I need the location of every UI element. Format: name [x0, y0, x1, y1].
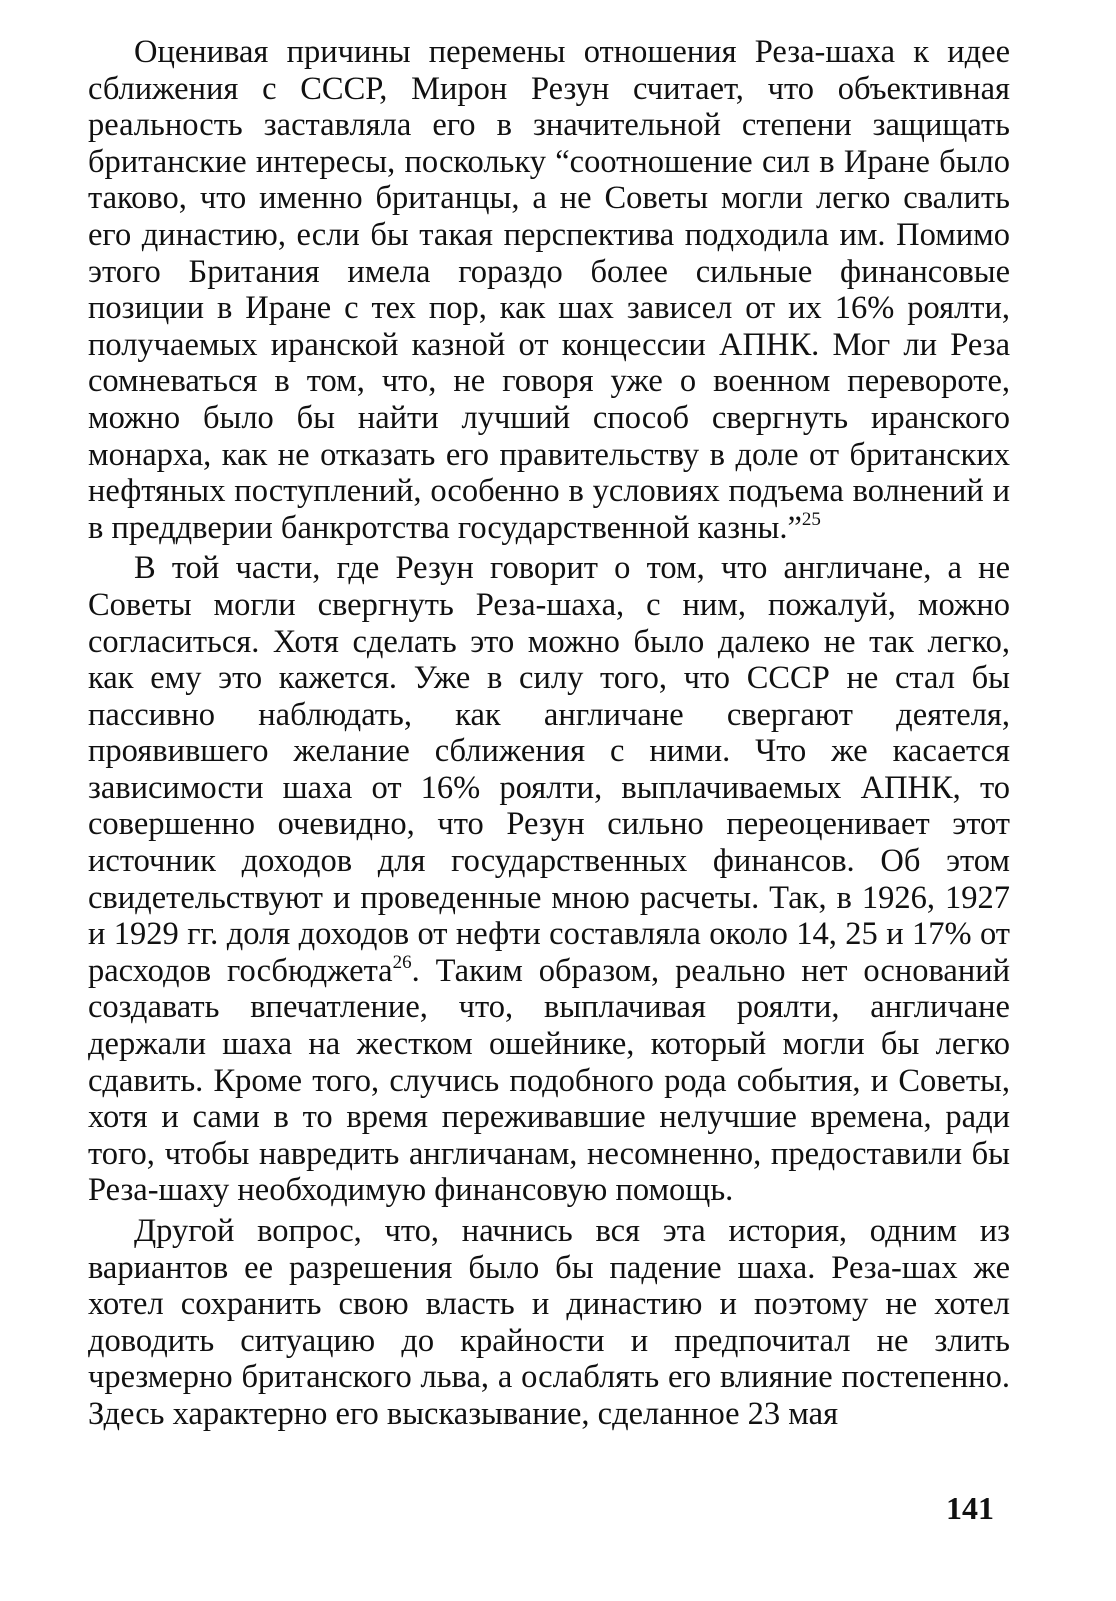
paragraph-3-text: Другой вопрос, что, начнись вся эта история, одним из вариантов ее разрешения было бы падение шаха. Реза-шах же хотел сохранить свою власть и династию и поэтому не хотел доводить ситуацию до крайности и предпочитал не злить чрезмерно британского льва, а ослаблять его влияние постепенно. Здесь характерно его высказывание, сделанное 23 мая — [88, 1213, 1010, 1432]
paragraph-2-tail: . Таким образом, реально нет оснований создавать впечатление, что, выплачивая роялти, англичане держали шаха на жестком ошейнике, который могли бы легко сдавить. Кроме того, случись подобного рода события, и Советы, хотя и сами в то время переживавшие нелучшие времена, ради того, чтобы навредить англичанам, несомненно, предоставили бы Реза-шаху необходимую финансовую помощь. — [88, 952, 1010, 1209]
paragraph-3 — [88, 1213, 1010, 1433]
footnote-ref-26: 26 — [392, 951, 412, 973]
paragraph-2-text: В той части, где Резун говорит о том, что англичане, а не Советы могли свергнуть Реза-шаха, с ним, пожалуй, можно согласиться. Хотя сделать это можно было далеко не так легко, как ему это кажется. Уже в силу того, что СССР не стал бы пассивно наблюдать, как англичане свергают деятеля, проявившего желание сближения с ними. Что же касается зависимости шаха от 16% роялти, выплачиваемых АПНК, то совершенно очевидно, что Резун сильно переоценивает этот источник доходов для государственных финансов. Об этом свидетельствуют и проведенные мною расчеты. Так, в 1926, 1927 и 1929 гг. доля доходов от нефти составляла около 14, 25 и 17% от расходов госбюджета — [88, 550, 1010, 989]
paragraph-1-text: Оценивая причины перемены отношения Реза-шаха к идее сближения с СССР, Мирон Резун считает, что объективная реальность заставляла его в значительной степени защищать британские интересы, поскольку “соотношение сил в Иране было таково, что именно британцы, а не Советы могли легко свалить его династию, если бы такая перспектива подходила им. Помимо этого Британия имела гораздо более сильные финансовые позиции в Иране с тех пор, как шах зависел от их 16% роялти, получаемых иранской казной от концессии АПНК. Мог ли Реза сомневаться в том, что, не говоря уже о военном перевороте, можно было бы найти лучший способ свергнуть иранского монарха, как не отказать его правительству в доле от британских нефтяных поступлений, особенно в условиях подъема волнений и в преддверии банкротства государственной казны.” — [88, 34, 1010, 546]
footnote-ref-25: 25 — [801, 508, 821, 530]
page-number: 141 — [946, 1490, 994, 1526]
page-body — [88, 34, 1010, 1433]
paragraph-2 — [88, 550, 1010, 1209]
paragraph-1 — [88, 34, 1010, 546]
